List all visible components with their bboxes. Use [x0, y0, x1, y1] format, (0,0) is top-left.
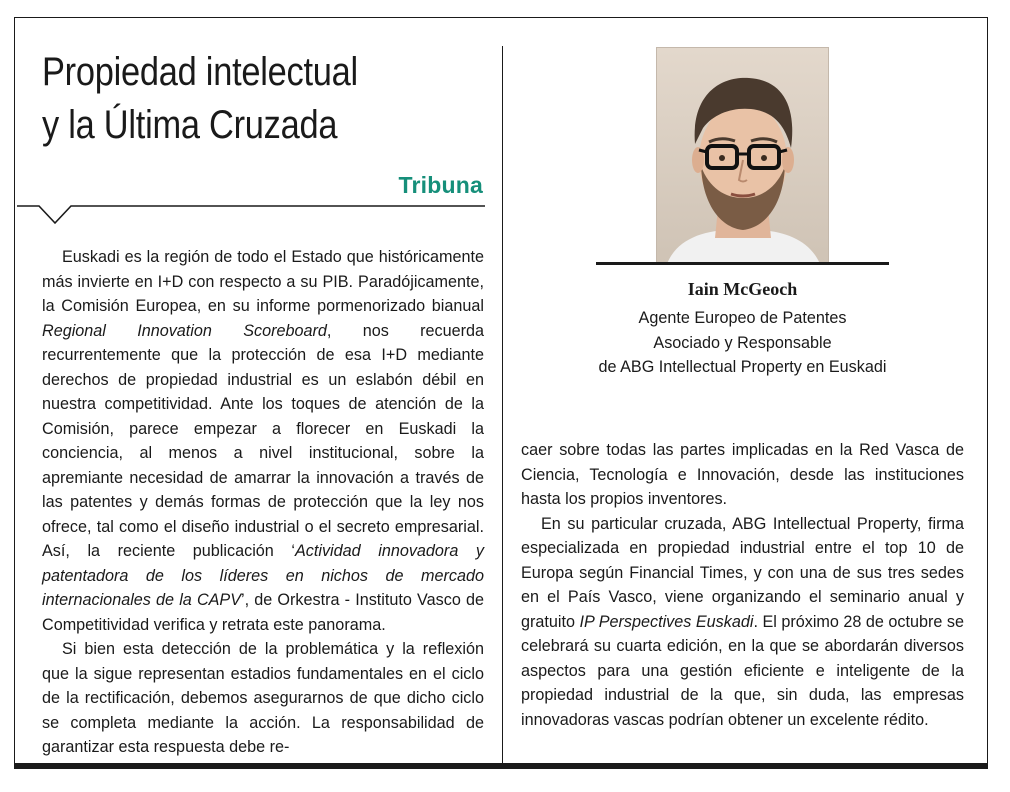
paragraph-text: . El próximo 28 de octubre se celebrará su cuarta edición, en la que se abordarán diversos aspectos para una gestión eficiente e inteligente de la propiedad industrial de la que, sin duda, las empresas innovadoras vascas podrían obtener un excelente rédito. [521, 612, 965, 729]
italic-text: Regional Innovation Scoreboard [42, 321, 327, 340]
italic-text: Actividad innovadora y patentadora de los líderes en nichos de mercado internacionales de la CAPV [42, 542, 484, 609]
photo-rule [596, 262, 889, 265]
author-role-line: Agente Europeo de Patentes [638, 309, 847, 327]
article-column-2 [521, 438, 964, 732]
author-role-line: Asociado y Responsable [653, 333, 832, 352]
bottom-rule [14, 763, 988, 769]
paragraph-text: caer sobre todas las partes implicadas en la Red Vasca de Ciencia, Tecnología e Innovación, desde las instituciones hasta los propios inventores. [521, 441, 964, 508]
section-label: Tribuna [398, 172, 483, 198]
paragraph-text: En su particular cruzada, ABG Intellectual Property, firma especializada en propiedad industrial entre el top 10 de Europa según Financial Times, y con una de sus tres sedes en el País Vasco, viene organizando el seminario anual y gratuito [521, 514, 964, 631]
paragraph-text: ’, de Orkestra - Instituto Vasco de Competitividad verifica y retrata este panorama. [42, 591, 484, 634]
headline-line-1: Propiedad intelectual [42, 50, 358, 94]
headline [42, 46, 489, 152]
column-divider [502, 46, 503, 764]
author-name: Iain McGeoch [687, 279, 798, 299]
paragraph [521, 512, 964, 733]
paragraph [42, 637, 484, 760]
paragraph-text: , nos recuerda recurrentemente que la protección de esa I+D mediante derechos de propiedad industrial es un eslabón débil en nuestra competitividad. Ante los toques de atención de la Comisión, parece empezar a florecer en Euskadi la conciencia, al menos a nivel institucional, sobre la apremiante necesidad de amarrar la innovación a través de las patentes y demás formas de protección que la ley nos ofrece, tal como el diseño industrial o el secreto empresarial. Así, la reciente publicación ‘ [42, 321, 485, 560]
paragraph [42, 245, 484, 637]
paragraph [521, 438, 964, 512]
author-photo [656, 47, 829, 263]
author-role-line: de ABG Intellectual Property en Euskadi [598, 358, 887, 376]
author-role [550, 306, 935, 380]
paragraph-text: Euskadi es la región de todo el Estado que históricamente más invierte en I+D con respecto a su PIB. Paradójicamente, la Comisión Europea, en su informe pormenorizado bianual [42, 248, 484, 315]
article-column-1 [42, 245, 484, 760]
headline-line-2: y la Última Cruzada [42, 103, 338, 147]
paragraph-text: Si bien esta detección de la problemática y la reflexión que la sigue representan estadios fundamentales en el ciclo de la rectificación, debemos asegurarnos de que dicho ciclo se completa mediante la acción. La responsabilidad de garantizar esta respuesta debe re- [42, 640, 484, 756]
section-divider [17, 205, 485, 227]
italic-text: IP Perspectives Euskadi [579, 612, 754, 631]
